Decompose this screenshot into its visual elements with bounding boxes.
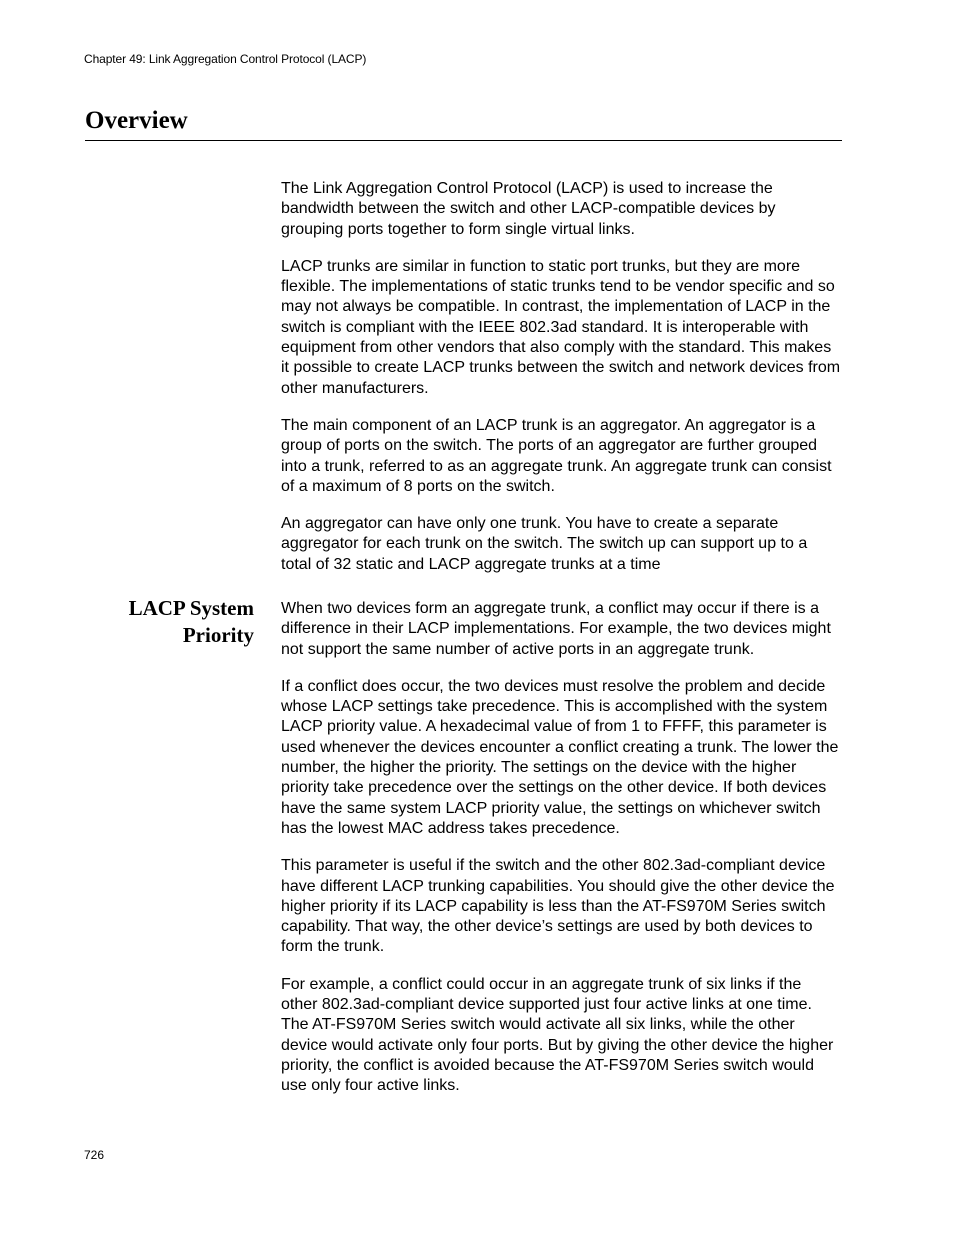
side-heading-line-2: Priority <box>182 623 254 647</box>
lacp-system-priority-body <box>281 599 841 1114</box>
lacp-paragraph-1: When two devices form an aggregate trunk, a conflict may occur if there is a difference in their LACP implementations. For example, the two devices might not support the same number of active ports in an aggregate trunk. <box>281 600 831 658</box>
section-title-overview: Overview <box>85 107 188 134</box>
overview-paragraph-2: LACP trunks are similar in function to static port trunks, but they are more flexible. The implementations of static trunks tend to be vendor specific and so may not always be compatible. In contrast, the implementation of LACP in the switch is compliant with the IEEE 802.3ad standard. It is interoperable with equipment from other vendors that also comply with the standard. This makes it possible to create LACP trunks between the switch and network devices from other manufacturers. <box>281 257 841 397</box>
overview-paragraph-1: The Link Aggregation Control Protocol (LACP) is used to increase the bandwidth between the switch and other LACP-compatible devices by grouping ports together to form single virtual links. <box>281 180 776 238</box>
lacp-paragraph-2: If a conflict does occur, the two devices must resolve the problem and decide whose LACP settings take precedence. This is accomplished with the system LACP priority value. A hexadecimal value of from 1 to FFFF, this parameter is used whenever the devices encounter a conflict creating a trunk. The lower the number, the higher the priority. The settings on the device with the higher priority take precedence over the settings on the other device. If both devices have the same system LACP priority value, the settings on whichever switch has the lowest MAC address takes precedence. <box>281 677 839 837</box>
overview-body <box>281 179 841 592</box>
overview-paragraph-3: The main component of an LACP trunk is an aggregator. An aggregator is a group of ports on the switch. The ports of an aggregator are further grouped into a trunk, referred to as an aggregate trunk. An aggregate trunk can consist of a maximum of 8 ports on the switch. <box>281 416 832 495</box>
side-heading-line-1: LACP System <box>128 596 254 620</box>
overview-paragraph-4: An aggregator can have only one trunk. You have to create a separate aggregator for each trunk on the switch. The switch up can support up to a total of 32 static and LACP aggregate trunks at a time <box>281 515 808 573</box>
lacp-paragraph-3: This parameter is useful if the switch and the other 802.3ad-compliant device have different LACP trunking capabilities. You should give the other device the higher priority if its LACP capability is less than the AT-FS970M Series switch capability. That way, the other device’s settings are used by both devices to form the trunk. <box>281 857 835 956</box>
running-header: Chapter 49: Link Aggregation Control Protocol (LACP) <box>84 52 367 66</box>
side-heading-lacp-system-priority <box>84 595 254 649</box>
page-number: 726 <box>84 1148 105 1162</box>
section-rule <box>85 140 842 141</box>
lacp-paragraph-4: For example, a conflict could occur in an aggregate trunk of six links if the other 802.3ad-compliant device supported just four active links at one time. The AT-FS970M Series switch would activate all six links, while the other device would activate only four ports. But by giving the other device the higher priority, the conflict is avoided because the AT-FS970M Series switch would use only four active links. <box>281 975 834 1095</box>
